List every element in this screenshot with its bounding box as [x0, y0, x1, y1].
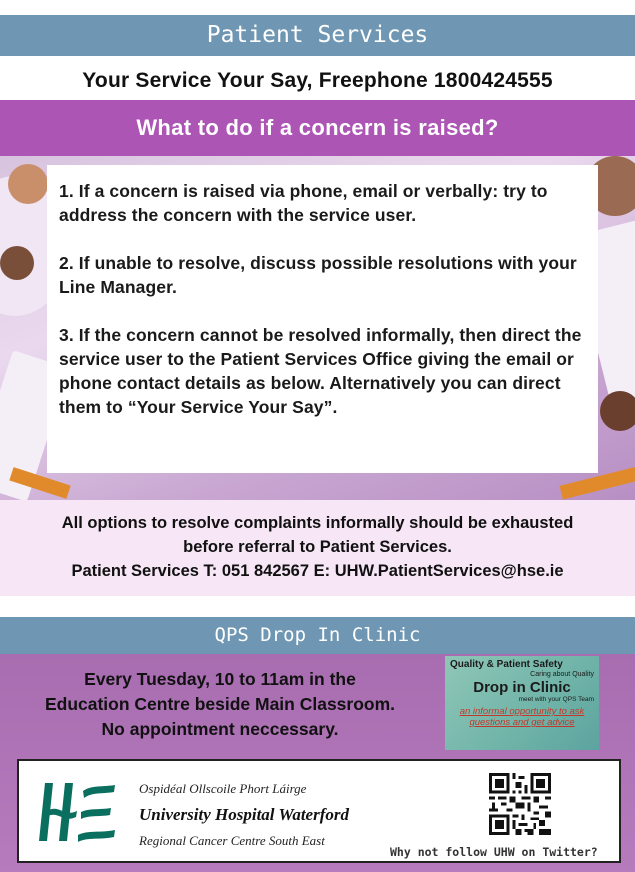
qr-code-icon[interactable]	[489, 773, 551, 835]
hse-logo-icon	[31, 777, 119, 849]
clinic-line-2: Education Centre beside Main Classroom.	[44, 694, 396, 714]
hospital-name: University Hospital Waterford	[139, 805, 349, 824]
qps-card-tagline: Caring about Quality	[530, 671, 594, 678]
hospital-footer	[17, 759, 621, 863]
patient-services-banner: Patient Services	[0, 15, 635, 56]
twitter-prompt: Why not follow UHW on Twitter?	[390, 845, 598, 859]
step-3: 3. If the concern cannot be resolved informally, then direct the service user to the Patient Services Office giving the email or phone contact details as below. Alternatively you can direct them to “Your Service Your Say”.	[59, 325, 582, 417]
qps-card-title: Quality & Patient Safety	[450, 659, 563, 670]
clinic-line-3: No appointment neccessary.	[101, 719, 339, 739]
hospital-subtitle: Regional Cancer Centre South East	[139, 833, 325, 848]
step-2: 2. If unable to resolve, discuss possible resolutions with your Line Manager.	[59, 253, 577, 297]
clinic-details	[10, 667, 430, 742]
qps-clinic-banner: QPS Drop In Clinic	[0, 617, 635, 654]
options-line-2: before referral to Patient Services.	[183, 538, 452, 556]
options-line-1: All options to resolve complaints informally should be exhausted	[61, 514, 574, 532]
clinic-line-1: Every Tuesday, 10 to 11am in the	[84, 669, 356, 689]
qps-card-drop: Drop in Clinic	[473, 679, 571, 696]
qps-drop-in-card	[445, 656, 599, 750]
concern-heading: What to do if a concern is raised?	[0, 100, 635, 156]
options-panel	[0, 500, 635, 596]
qps-card-note: an informal opportunity to ask questions and get advice	[459, 706, 585, 728]
patient-services-contact: Patient Services T: 051 842567 E: UHW.PatientServices@hse.ie	[71, 562, 564, 580]
step-1: 1. If a concern is raised via phone, email or verbally: try to address the concern with the service user.	[59, 181, 548, 225]
hospital-irish-name: Ospidéal Ollscoile Phort Láirge	[139, 781, 307, 796]
steps-panel	[47, 165, 598, 473]
qps-card-meet: meet with your QPS Team	[518, 696, 594, 703]
freephone-line: Your Service Your Say, Freephone 1800424555	[82, 69, 553, 92]
